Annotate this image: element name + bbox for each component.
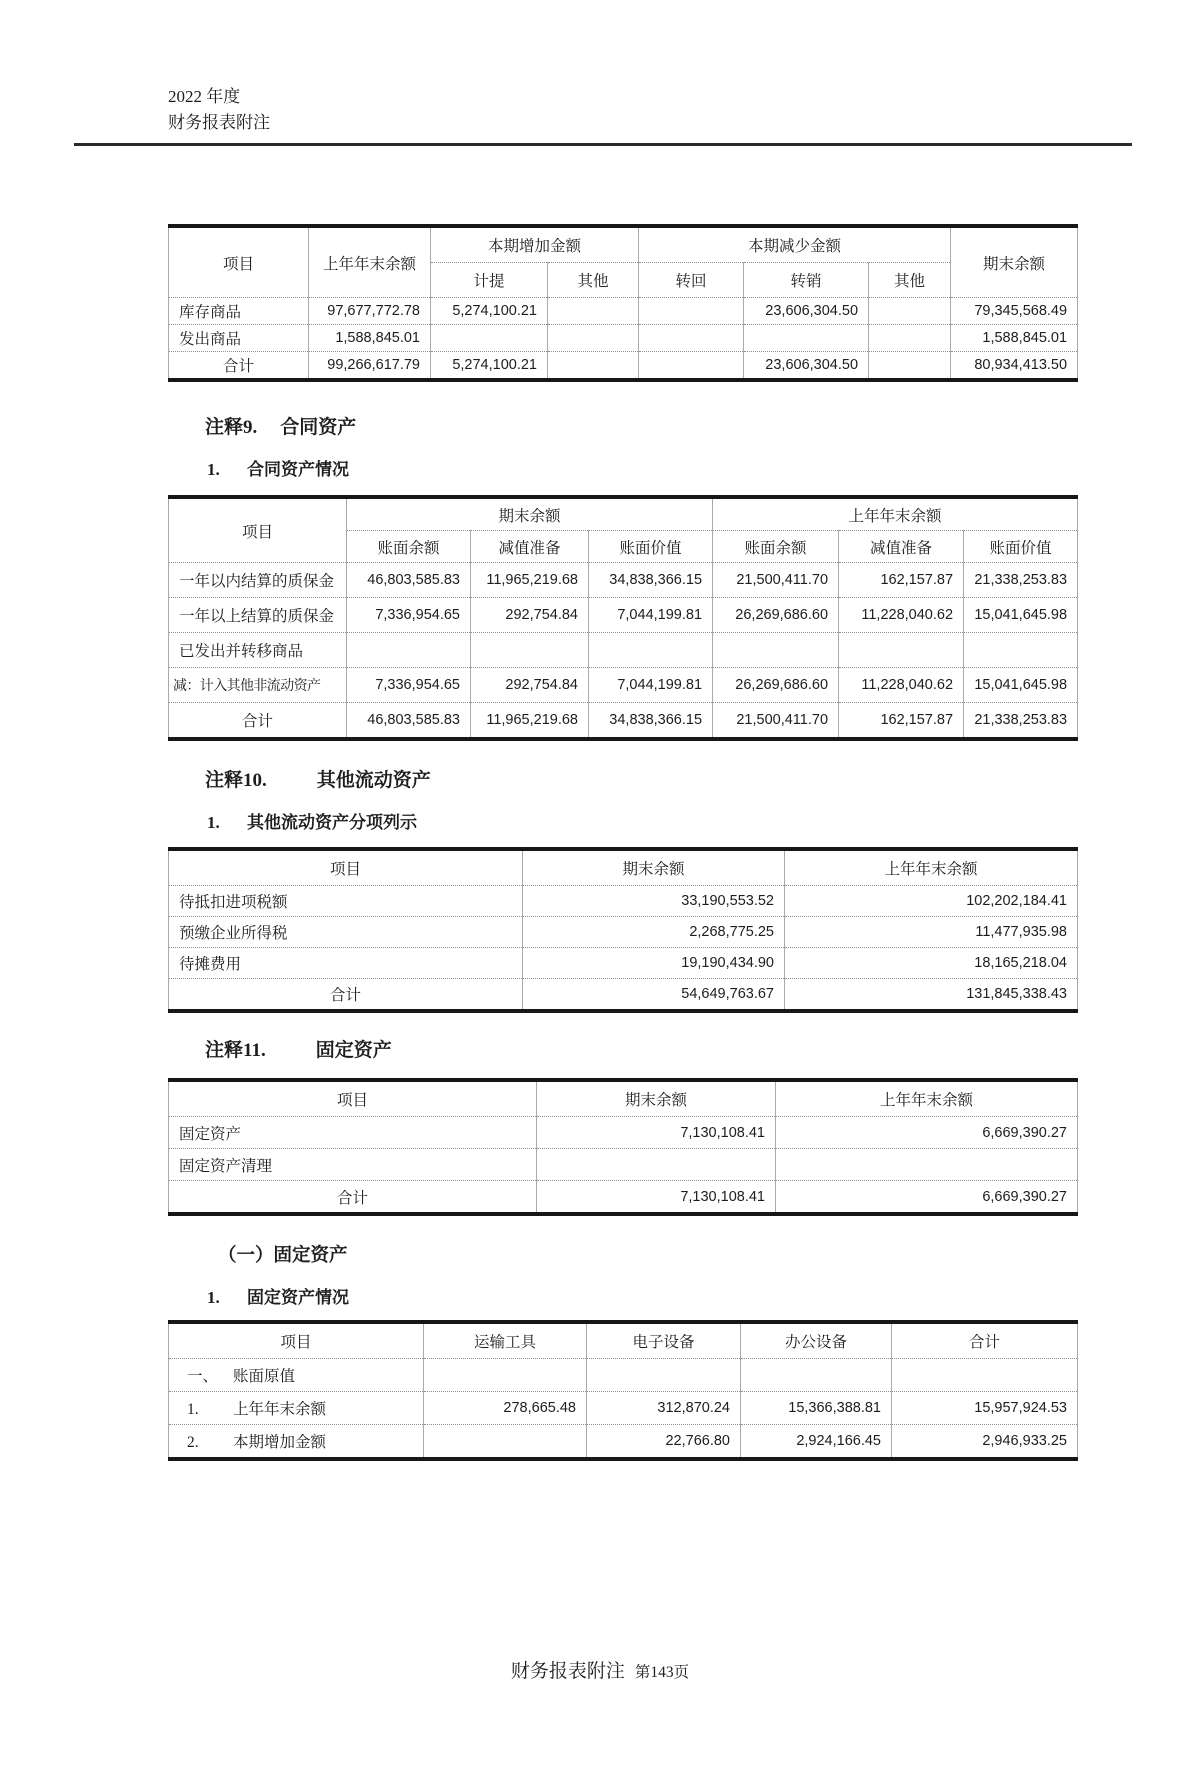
table-header-row [169, 226, 1078, 263]
cell-value [741, 1358, 892, 1391]
fixed-assets-section-heading [218, 1244, 1200, 1270]
cell-value [548, 325, 639, 352]
table-row [169, 325, 1078, 352]
table-header-row [169, 1080, 1078, 1117]
cell-value [839, 633, 964, 668]
cell-value [639, 352, 744, 381]
row-label-total: 合计 [169, 703, 347, 740]
table-total-row [169, 703, 1078, 740]
cell-value [964, 633, 1078, 668]
fixed-sub-number: 1. [207, 1288, 220, 1308]
note10-subheading [207, 811, 1200, 835]
col-header-increase: 本期增加金额 [431, 226, 639, 263]
cell-value: 26,269,686.60 [713, 598, 839, 633]
cell-value [548, 298, 639, 325]
cell-value: 18,165,218.04 [785, 947, 1078, 978]
cell-value: 11,477,935.98 [785, 916, 1078, 947]
table-header-row [169, 849, 1078, 886]
table-row [169, 1424, 1078, 1459]
col-header-ending-balance: 期末余额 [347, 497, 713, 531]
report-title: 财务报表附注 [168, 112, 270, 132]
cell-value [744, 325, 869, 352]
fixed-section-number: （一） [218, 1246, 274, 1267]
cell-value: 33,190,553.52 [523, 885, 785, 916]
note11-number: 注释11. [205, 1039, 266, 1061]
col-header-item: 项目 [169, 849, 523, 886]
other-current-assets-table [168, 847, 1078, 1013]
note9-title: 合同资产 [280, 417, 357, 438]
row-number: 1. [187, 1400, 199, 1418]
cell-value [424, 1424, 587, 1459]
cell-value: 46,803,585.83 [347, 703, 471, 740]
cell-value: 102,202,184.41 [785, 885, 1078, 916]
row-label: 发出商品 [169, 325, 309, 352]
cell-value [347, 633, 471, 668]
cell-value: 80,934,413.50 [951, 352, 1078, 381]
page-footer [0, 1656, 1200, 1683]
col-header-writeoff: 转销 [744, 263, 869, 298]
note9-sub-title: 合同资产情况 [247, 459, 349, 479]
row-label-total: 合计 [169, 352, 309, 381]
cell-value: 278,665.48 [424, 1391, 587, 1424]
col-header-item: 项目 [169, 1080, 537, 1117]
col-header-ending-balance: 期末余额 [951, 226, 1078, 298]
row-label-text: 上年年末余额 [233, 1400, 327, 1418]
note10-sub-number: 1. [207, 812, 220, 832]
col-header-book-balance: 账面余额 [713, 531, 839, 563]
cell-value: 162,157.87 [839, 703, 964, 740]
row-label-total: 合计 [169, 1181, 537, 1215]
cell-value: 1,588,845.01 [951, 325, 1078, 352]
table-header-row [169, 1322, 1078, 1359]
cell-value: 11,228,040.62 [839, 668, 964, 703]
col-header-electronics: 电子设备 [587, 1322, 741, 1359]
row-number: 一、 [187, 1367, 219, 1385]
row-label-total: 合计 [169, 978, 523, 1011]
table-row [169, 1391, 1078, 1424]
cell-value: 162,157.87 [839, 563, 964, 598]
cell-value: 7,130,108.41 [537, 1181, 776, 1215]
cell-value [713, 633, 839, 668]
table-row [169, 947, 1078, 978]
footer-page-number: 第143页 [634, 1664, 690, 1681]
cell-value: 21,500,411.70 [713, 703, 839, 740]
table-total-row [169, 352, 1078, 381]
fixed-assets-summary-table [168, 1078, 1078, 1216]
note10-title: 其他流动资产 [316, 770, 431, 792]
table-row [169, 563, 1078, 598]
col-header-ending-balance: 期末余额 [523, 849, 785, 886]
row-label: 固定资产清理 [169, 1149, 537, 1181]
row-label: 一年以上结算的质保金 [169, 598, 347, 633]
cell-value [537, 1149, 776, 1181]
cell-value [639, 325, 744, 352]
table-row [169, 1358, 1078, 1391]
table-total-row [169, 1181, 1078, 1215]
cell-value: 26,269,686.60 [713, 668, 839, 703]
note9-subheading [207, 458, 1200, 482]
cell-value: 15,957,924.53 [892, 1391, 1078, 1424]
cell-value: 2,946,933.25 [892, 1424, 1078, 1459]
cell-value: 1,588,845.01 [309, 325, 431, 352]
cell-value: 79,345,568.49 [951, 298, 1078, 325]
cell-value: 5,274,100.21 [431, 352, 548, 381]
col-header-reversal: 转回 [639, 263, 744, 298]
col-header-prior-balance: 上年年末余额 [309, 226, 431, 298]
row-label-text: 账面原值 [233, 1367, 296, 1385]
table-total-row [169, 978, 1078, 1011]
note10-sub-title: 其他流动资产分项列示 [247, 812, 417, 832]
cell-value [639, 298, 744, 325]
cell-value: 21,338,253.83 [964, 703, 1078, 740]
cell-value: 15,041,645.98 [964, 668, 1078, 703]
fixed-assets-subheading [207, 1286, 1200, 1310]
col-header-item: 项目 [169, 497, 347, 563]
cell-value: 6,669,390.27 [776, 1117, 1078, 1149]
fixed-sub-title: 固定资产情况 [247, 1288, 349, 1308]
cell-value: 6,669,390.27 [776, 1181, 1078, 1215]
cell-value [589, 633, 713, 668]
cell-value: 131,845,338.43 [785, 978, 1078, 1011]
document-header [168, 84, 1200, 135]
col-header-accrual: 计提 [431, 263, 548, 298]
cell-value: 19,190,434.90 [523, 947, 785, 978]
table-row [169, 668, 1078, 703]
fixed-assets-detail-table [168, 1320, 1078, 1461]
cell-value: 34,838,366.15 [589, 563, 713, 598]
cell-value: 7,044,199.81 [589, 598, 713, 633]
cell-value [548, 352, 639, 381]
cell-value: 292,754.84 [471, 668, 589, 703]
note10-number: 注释10. [205, 770, 267, 792]
row-label: 预缴企业所得税 [169, 916, 523, 947]
cell-value: 54,649,763.67 [523, 978, 785, 1011]
col-header-book-balance: 账面余额 [347, 531, 471, 563]
row-label: 减：计入其他非流动资产 [169, 668, 347, 703]
table-row [169, 598, 1078, 633]
table-row [169, 633, 1078, 668]
inventory-provision-table [168, 224, 1078, 382]
cell-value: 11,228,040.62 [839, 598, 964, 633]
contract-assets-table [168, 495, 1078, 741]
report-year: 2022 年度 [168, 87, 241, 106]
col-header-impairment: 减值准备 [839, 531, 964, 563]
table-header-row [169, 497, 1078, 531]
cell-value: 15,041,645.98 [964, 598, 1078, 633]
cell-value: 7,130,108.41 [537, 1117, 776, 1149]
cell-value [869, 298, 951, 325]
cell-value [869, 325, 951, 352]
cell-value: 97,677,772.78 [309, 298, 431, 325]
table-row [169, 916, 1078, 947]
col-header-item: 项目 [169, 1322, 424, 1359]
row-label [169, 1391, 424, 1424]
cell-value: 22,766.80 [587, 1424, 741, 1459]
cell-value [587, 1358, 741, 1391]
row-number: 2. [187, 1433, 199, 1451]
cell-value: 312,870.24 [587, 1391, 741, 1424]
row-label: 一年以内结算的质保金 [169, 563, 347, 598]
row-label [169, 1424, 424, 1459]
cell-value: 23,606,304.50 [744, 352, 869, 381]
col-header-decrease: 本期减少金额 [639, 226, 951, 263]
row-label: 已发出并转移商品 [169, 633, 347, 668]
cell-value: 23,606,304.50 [744, 298, 869, 325]
note9-sub-number: 1. [207, 459, 220, 479]
row-label-text: 本期增加金额 [233, 1433, 327, 1451]
cell-value: 7,044,199.81 [589, 668, 713, 703]
col-header-prior-balance: 上年年末余额 [776, 1080, 1078, 1117]
cell-value: 46,803,585.83 [347, 563, 471, 598]
row-label: 库存商品 [169, 298, 309, 325]
cell-value [776, 1149, 1078, 1181]
cell-value: 11,965,219.68 [471, 563, 589, 598]
table-row [169, 885, 1078, 916]
cell-value: 34,838,366.15 [589, 703, 713, 740]
col-header-carrying-value: 账面价值 [589, 531, 713, 563]
row-label [169, 1358, 424, 1391]
cell-value [431, 325, 548, 352]
cell-value: 15,366,388.81 [741, 1391, 892, 1424]
col-header-total: 合计 [892, 1322, 1078, 1359]
cell-value [892, 1358, 1078, 1391]
cell-value: 99,266,617.79 [309, 352, 431, 381]
cell-value: 7,336,954.65 [347, 668, 471, 703]
row-label: 固定资产 [169, 1117, 537, 1149]
note9-number: 注释9. [205, 417, 258, 438]
fixed-section-title: 固定资产 [273, 1246, 348, 1267]
col-header-prior-balance: 上年年末余额 [713, 497, 1078, 531]
cell-value: 5,274,100.21 [431, 298, 548, 325]
cell-value [869, 352, 951, 381]
table-row [169, 1149, 1078, 1181]
table-row [169, 298, 1078, 325]
col-header-item: 项目 [169, 226, 309, 298]
header-rule [74, 143, 1132, 146]
col-header-vehicles: 运输工具 [424, 1322, 587, 1359]
note9-heading [205, 414, 1200, 442]
col-header-impairment: 减值准备 [471, 531, 589, 563]
col-header-other-1: 其他 [548, 263, 639, 298]
col-header-carrying-value: 账面价值 [964, 531, 1078, 563]
note11-title: 固定资产 [315, 1039, 392, 1061]
cell-value: 7,336,954.65 [347, 598, 471, 633]
cell-value: 21,338,253.83 [964, 563, 1078, 598]
note11-heading [205, 1037, 1200, 1065]
cell-value: 11,965,219.68 [471, 703, 589, 740]
cell-value: 292,754.84 [471, 598, 589, 633]
row-label: 待抵扣进项税额 [169, 885, 523, 916]
cell-value [471, 633, 589, 668]
cell-value [424, 1358, 587, 1391]
col-header-prior-balance: 上年年末余额 [785, 849, 1078, 886]
note10-heading [205, 767, 1200, 795]
cell-value: 21,500,411.70 [713, 563, 839, 598]
footer-title: 财务报表附注 [510, 1661, 625, 1682]
col-header-ending-balance: 期末余额 [537, 1080, 776, 1117]
table-row [169, 1117, 1078, 1149]
row-label: 待摊费用 [169, 947, 523, 978]
cell-value: 2,268,775.25 [523, 916, 785, 947]
col-header-other-2: 其他 [869, 263, 951, 298]
col-header-office-equipment: 办公设备 [741, 1322, 892, 1359]
cell-value: 2,924,166.45 [741, 1424, 892, 1459]
